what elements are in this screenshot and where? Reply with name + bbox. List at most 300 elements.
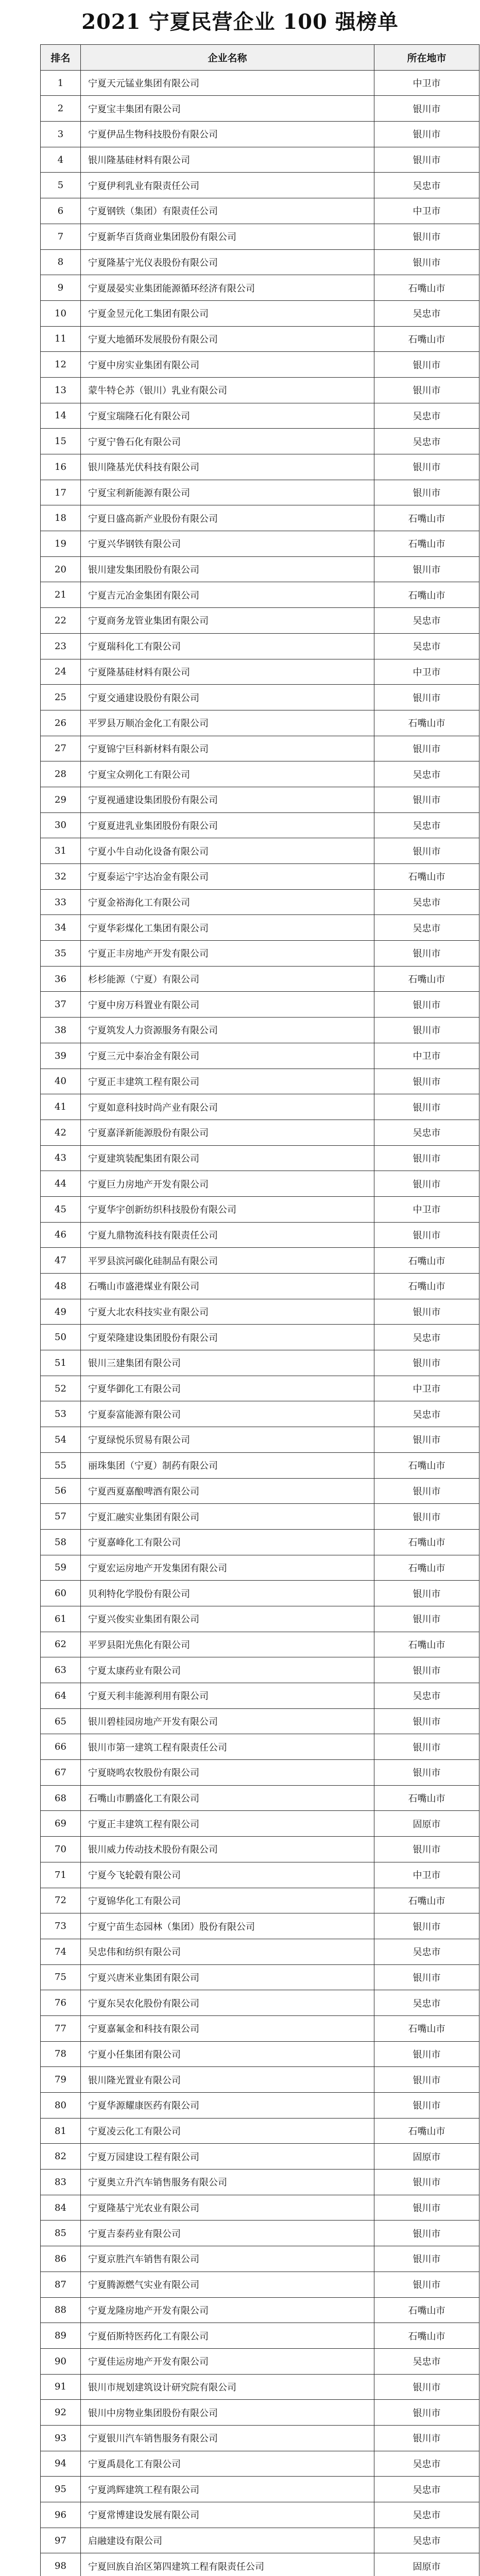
cell-rank: 68 <box>41 1785 81 1811</box>
table-row <box>41 2348 479 2374</box>
cell-rank: 65 <box>41 1708 81 1734</box>
cell-city: 石嘴山市 <box>374 2323 479 2349</box>
cell-company-name: 宁夏奥立升汽车销售服务有限公司 <box>81 2170 374 2195</box>
cell-rank: 48 <box>41 1274 81 1299</box>
table-row <box>41 1069 479 1094</box>
cell-company-name: 石嘴山市鹏盛化工有限公司 <box>81 1785 374 1811</box>
cell-city: 银川市 <box>374 1913 479 1939</box>
cell-rank: 91 <box>41 2374 81 2400</box>
cell-city: 石嘴山市 <box>374 1529 479 1555</box>
table-row <box>41 224 479 249</box>
cell-city: 石嘴山市 <box>374 531 479 557</box>
cell-company-name: 宁夏嘉峰化工有限公司 <box>81 1529 374 1555</box>
table-row <box>41 1913 479 1939</box>
cell-company-name: 宁夏巨力房地产开发有限公司 <box>81 1171 374 1197</box>
table-row <box>41 1760 479 1786</box>
cell-rank: 49 <box>41 1299 81 1325</box>
cell-company-name: 宁夏筑发人力资源服务有限公司 <box>81 1018 374 1043</box>
table-row <box>41 1785 479 1811</box>
cell-city: 银川市 <box>374 685 479 710</box>
table-row <box>41 70 479 96</box>
cell-company-name: 宁夏锦宁巨科新材料有限公司 <box>81 736 374 761</box>
cell-company-name: 杉杉能源（宁夏）有限公司 <box>81 966 374 992</box>
cell-city: 银川市 <box>374 2272 479 2297</box>
table-row <box>41 505 479 531</box>
cell-city: 银川市 <box>374 1708 479 1734</box>
table-row <box>41 966 479 992</box>
cell-city: 银川市 <box>374 838 479 864</box>
table-row <box>41 2093 479 2119</box>
cell-rank: 10 <box>41 300 81 326</box>
cell-rank: 37 <box>41 992 81 1018</box>
cell-city: 石嘴山市 <box>374 2297 479 2323</box>
table-row <box>41 2477 479 2502</box>
table-row <box>41 1657 479 1683</box>
cell-company-name: 宁夏建筑装配集团有限公司 <box>81 1145 374 1171</box>
table-row <box>41 787 479 812</box>
cell-rank: 85 <box>41 2221 81 2246</box>
table-row <box>41 198 479 224</box>
table-row <box>41 2195 479 2221</box>
cell-rank: 78 <box>41 2041 81 2067</box>
cell-rank: 51 <box>41 1350 81 1376</box>
cell-company-name: 宁夏龙隆房地产开发有限公司 <box>81 2297 374 2323</box>
cell-rank: 35 <box>41 941 81 967</box>
cell-rank: 96 <box>41 2502 81 2528</box>
cell-city: 吴忠市 <box>374 1325 479 1350</box>
cell-city: 银川市 <box>374 1094 479 1120</box>
table-row <box>41 1504 479 1530</box>
cell-company-name: 宁夏视通建设集团股份有限公司 <box>81 787 374 812</box>
cell-company-name: 宁夏晓鸣农牧股份有限公司 <box>81 1760 374 1786</box>
cell-company-name: 宁夏吉元冶金集团有限公司 <box>81 582 374 608</box>
cell-city: 固原市 <box>374 2553 479 2576</box>
cell-rank: 81 <box>41 2118 81 2144</box>
cell-city: 吴忠市 <box>374 1683 479 1709</box>
cell-rank: 47 <box>41 1248 81 1274</box>
cell-city: 银川市 <box>374 736 479 761</box>
table-row <box>41 377 479 403</box>
cell-city: 银川市 <box>374 2170 479 2195</box>
table-row <box>41 2400 479 2426</box>
table-row <box>41 2041 479 2067</box>
table-row <box>41 992 479 1018</box>
cell-rank: 83 <box>41 2170 81 2195</box>
table-row <box>41 1094 479 1120</box>
cell-company-name: 银川碧桂园房地产开发有限公司 <box>81 1708 374 1734</box>
cell-company-name: 宁夏三元中泰冶金有限公司 <box>81 1043 374 1069</box>
cell-city: 中卫市 <box>374 659 479 685</box>
header-company-name: 企业名称 <box>81 45 374 71</box>
cell-company-name: 宁夏夏进乳业集团股份有限公司 <box>81 812 374 838</box>
cell-rank: 24 <box>41 659 81 685</box>
cell-rank: 32 <box>41 864 81 890</box>
cell-rank: 70 <box>41 1837 81 1862</box>
cell-rank: 3 <box>41 122 81 147</box>
cell-company-name: 宁夏日盛高新产业股份有限公司 <box>81 505 374 531</box>
cell-rank: 33 <box>41 889 81 915</box>
table-row <box>41 275 479 301</box>
table-row <box>41 2067 479 2093</box>
cell-rank: 69 <box>41 1811 81 1837</box>
cell-city: 银川市 <box>374 2221 479 2246</box>
cell-city: 石嘴山市 <box>374 1274 479 1299</box>
cell-rank: 94 <box>41 2451 81 2477</box>
cell-city: 银川市 <box>374 1657 479 1683</box>
cell-city: 石嘴山市 <box>374 1785 479 1811</box>
table-row <box>41 761 479 787</box>
cell-company-name: 启融建设有限公司 <box>81 2528 374 2553</box>
cell-city: 银川市 <box>374 1478 479 1504</box>
cell-city: 银川市 <box>374 147 479 173</box>
cell-company-name: 宁夏锦华化工有限公司 <box>81 1888 374 1913</box>
cell-city: 中卫市 <box>374 1376 479 1401</box>
cell-rank: 20 <box>41 556 81 582</box>
cell-company-name: 宁夏伊品生物科技股份有限公司 <box>81 122 374 147</box>
cell-city: 吴忠市 <box>374 1401 479 1427</box>
cell-city: 石嘴山市 <box>374 1555 479 1581</box>
table-row <box>41 2553 479 2576</box>
cell-rank: 54 <box>41 1427 81 1453</box>
cell-company-name: 贝利特化学股份有限公司 <box>81 1581 374 1606</box>
table-row <box>41 1248 479 1274</box>
cell-company-name: 宁夏嘉氟金和科技有限公司 <box>81 2015 374 2041</box>
table-row <box>41 403 479 429</box>
table-row <box>41 1452 479 1478</box>
cell-company-name: 宁夏宝瑞隆石化有限公司 <box>81 403 374 429</box>
table-row <box>41 2297 479 2323</box>
cell-company-name: 宁夏九鼎物流科技有限责任公司 <box>81 1222 374 1248</box>
cell-city: 石嘴山市 <box>374 1632 479 1657</box>
cell-rank: 29 <box>41 787 81 812</box>
cell-rank: 2 <box>41 96 81 122</box>
cell-city: 吴忠市 <box>374 429 479 454</box>
cell-company-name: 宁夏东吴农化股份有限公司 <box>81 1990 374 2016</box>
table-row <box>41 1325 479 1350</box>
cell-company-name: 银川建发集团股份有限公司 <box>81 556 374 582</box>
cell-rank: 44 <box>41 1171 81 1197</box>
table-row <box>41 608 479 634</box>
cell-city: 吴忠市 <box>374 812 479 838</box>
cell-city: 银川市 <box>374 480 479 505</box>
cell-company-name: 宁夏鸿辉建筑工程有限公司 <box>81 2477 374 2502</box>
cell-rank: 12 <box>41 352 81 378</box>
table-row <box>41 1376 479 1401</box>
cell-company-name: 宁夏瑞科化工有限公司 <box>81 633 374 659</box>
cell-rank: 82 <box>41 2144 81 2170</box>
table-row <box>41 1274 479 1299</box>
cell-city: 银川市 <box>374 1069 479 1094</box>
table-row <box>41 2502 479 2528</box>
table-row <box>41 812 479 838</box>
cell-rank: 84 <box>41 2195 81 2221</box>
table-row <box>41 122 479 147</box>
cell-company-name: 宁夏伊利乳业有限责任公司 <box>81 173 374 198</box>
table-row <box>41 710 479 736</box>
cell-company-name: 宁夏商务龙管业集团有限公司 <box>81 608 374 634</box>
cell-company-name: 宁夏荣隆建设集团股份有限公司 <box>81 1325 374 1350</box>
table-row <box>41 96 479 122</box>
cell-rank: 27 <box>41 736 81 761</box>
cell-company-name: 宁夏常博建设发展有限公司 <box>81 2502 374 2528</box>
cell-company-name: 宁夏金裕海化工有限公司 <box>81 889 374 915</box>
cell-company-name: 宁夏宝丰集团有限公司 <box>81 96 374 122</box>
cell-city: 银川市 <box>374 556 479 582</box>
table-row <box>41 1120 479 1145</box>
cell-city: 吴忠市 <box>374 2528 479 2553</box>
cell-company-name: 宁夏华彩煤化工集团有限公司 <box>81 915 374 941</box>
table-row <box>41 1145 479 1171</box>
cell-rank: 74 <box>41 1939 81 1964</box>
cell-rank: 25 <box>41 685 81 710</box>
cell-city: 吴忠市 <box>374 2502 479 2528</box>
cell-city: 石嘴山市 <box>374 2015 479 2041</box>
cell-city: 石嘴山市 <box>374 966 479 992</box>
cell-city: 中卫市 <box>374 198 479 224</box>
cell-rank: 8 <box>41 249 81 275</box>
table-row <box>41 531 479 557</box>
table-row <box>41 1862 479 1888</box>
cell-city: 吴忠市 <box>374 608 479 634</box>
cell-company-name: 宁夏宝利新能源有限公司 <box>81 480 374 505</box>
cell-company-name: 宁夏如意科技时尚产业有限公司 <box>81 1094 374 1120</box>
cell-rank: 57 <box>41 1504 81 1530</box>
cell-company-name: 宁夏小牛自动化设备有限公司 <box>81 838 374 864</box>
table-row <box>41 1990 479 2016</box>
cell-company-name: 宁夏太康药业有限公司 <box>81 1657 374 1683</box>
cell-city: 吴忠市 <box>374 173 479 198</box>
cell-city: 银川市 <box>374 122 479 147</box>
cell-city: 银川市 <box>374 2246 479 2272</box>
cell-company-name: 银川隆基硅材料有限公司 <box>81 147 374 173</box>
cell-city: 石嘴山市 <box>374 275 479 301</box>
cell-company-name: 宁夏佰斯特医药化工有限公司 <box>81 2323 374 2349</box>
cell-company-name: 宁夏凌云化工有限公司 <box>81 2118 374 2144</box>
cell-city: 银川市 <box>374 787 479 812</box>
table-body <box>41 70 479 2576</box>
cell-city: 银川市 <box>374 2093 479 2119</box>
cell-rank: 53 <box>41 1401 81 1427</box>
cell-city: 吴忠市 <box>374 2451 479 2477</box>
table-row <box>41 1837 479 1862</box>
cell-rank: 31 <box>41 838 81 864</box>
cell-city: 中卫市 <box>374 70 479 96</box>
cell-company-name: 银川三建集团有限公司 <box>81 1350 374 1376</box>
cell-rank: 60 <box>41 1581 81 1606</box>
table-row <box>41 1043 479 1069</box>
table-row <box>41 1734 479 1760</box>
table-row <box>41 864 479 890</box>
cell-rank: 73 <box>41 1913 81 1939</box>
cell-rank: 67 <box>41 1760 81 1786</box>
cell-rank: 50 <box>41 1325 81 1350</box>
cell-company-name: 宁夏隆基硅材料有限公司 <box>81 659 374 685</box>
cell-rank: 14 <box>41 403 81 429</box>
cell-company-name: 宁夏汇融实业集团有限公司 <box>81 1504 374 1530</box>
cell-city: 银川市 <box>374 1145 479 1171</box>
table-row <box>41 633 479 659</box>
cell-company-name: 宁夏钢铁（集团）有限责任公司 <box>81 198 374 224</box>
cell-company-name: 宁夏绿悦乐贸易有限公司 <box>81 1427 374 1453</box>
cell-city: 吴忠市 <box>374 403 479 429</box>
cell-rank: 92 <box>41 2400 81 2426</box>
cell-city: 吴忠市 <box>374 300 479 326</box>
table-row <box>41 1939 479 1964</box>
cell-city: 银川市 <box>374 1427 479 1453</box>
cell-company-name: 宁夏禹晨化工有限公司 <box>81 2451 374 2477</box>
cell-rank: 43 <box>41 1145 81 1171</box>
cell-rank: 58 <box>41 1529 81 1555</box>
cell-rank: 15 <box>41 429 81 454</box>
cell-rank: 18 <box>41 505 81 531</box>
cell-city: 银川市 <box>374 1222 479 1248</box>
cell-city: 银川市 <box>374 1299 479 1325</box>
table-row <box>41 1196 479 1222</box>
cell-rank: 77 <box>41 2015 81 2041</box>
table-row <box>41 556 479 582</box>
cell-city: 银川市 <box>374 249 479 275</box>
cell-company-name: 宁夏隆基宁光仪表股份有限公司 <box>81 249 374 275</box>
cell-city: 银川市 <box>374 941 479 967</box>
cell-city: 银川市 <box>374 224 479 249</box>
cell-rank: 89 <box>41 2323 81 2349</box>
cell-rank: 93 <box>41 2425 81 2451</box>
cell-company-name: 宁夏宁苗生态园林（集团）股份有限公司 <box>81 1913 374 1939</box>
cell-city: 石嘴山市 <box>374 505 479 531</box>
cell-rank: 62 <box>41 1632 81 1657</box>
cell-city: 银川市 <box>374 1581 479 1606</box>
cell-rank: 45 <box>41 1196 81 1222</box>
cell-city: 吴忠市 <box>374 915 479 941</box>
cell-rank: 56 <box>41 1478 81 1504</box>
cell-rank: 5 <box>41 173 81 198</box>
cell-rank: 59 <box>41 1555 81 1581</box>
cell-company-name: 宁夏大北农科技实业有限公司 <box>81 1299 374 1325</box>
cell-company-name: 银川威力传动技术股份有限公司 <box>81 1837 374 1862</box>
cell-city: 吴忠市 <box>374 889 479 915</box>
table-row <box>41 249 479 275</box>
table-row <box>41 736 479 761</box>
cell-rank: 39 <box>41 1043 81 1069</box>
table-row <box>41 2451 479 2477</box>
cell-city: 银川市 <box>374 2374 479 2400</box>
cell-city: 吴忠市 <box>374 633 479 659</box>
table-row <box>41 2374 479 2400</box>
cell-rank: 17 <box>41 480 81 505</box>
cell-rank: 61 <box>41 1606 81 1632</box>
cell-city: 银川市 <box>374 2067 479 2093</box>
table-row <box>41 2425 479 2451</box>
table-row <box>41 1555 479 1581</box>
table-row <box>41 2118 479 2144</box>
table-row <box>41 1427 479 1453</box>
cell-rank: 26 <box>41 710 81 736</box>
cell-company-name: 银川隆基光伏科技有限公司 <box>81 454 374 480</box>
table-row <box>41 1708 479 1734</box>
cell-company-name: 宁夏华宇创新纺织科技股份有限公司 <box>81 1196 374 1222</box>
cell-company-name: 宁夏中房万科置业有限公司 <box>81 992 374 1018</box>
cell-company-name: 平罗县万顺冶金化工有限公司 <box>81 710 374 736</box>
cell-rank: 97 <box>41 2528 81 2553</box>
cell-rank: 86 <box>41 2246 81 2272</box>
cell-company-name: 宁夏宁鲁石化有限公司 <box>81 429 374 454</box>
cell-city: 石嘴山市 <box>374 2118 479 2144</box>
cell-company-name: 宁夏西夏嘉酿啤酒有限公司 <box>81 1478 374 1504</box>
table-row <box>41 2144 479 2170</box>
cell-rank: 52 <box>41 1376 81 1401</box>
cell-rank: 46 <box>41 1222 81 1248</box>
table-row <box>41 1811 479 1837</box>
cell-company-name: 宁夏回族自治区第四建筑工程有限责任公司 <box>81 2553 374 2576</box>
table-row <box>41 300 479 326</box>
cell-rank: 40 <box>41 1069 81 1094</box>
table-row <box>41 2015 479 2041</box>
cell-company-name: 吴忠伟和纺织有限公司 <box>81 1939 374 1964</box>
cell-company-name: 宁夏京胜汽车销售有限公司 <box>81 2246 374 2272</box>
cell-company-name: 宁夏华源耀康医药有限公司 <box>81 2093 374 2119</box>
header-rank: 排名 <box>41 45 81 71</box>
cell-city: 银川市 <box>374 1350 479 1376</box>
cell-rank: 4 <box>41 147 81 173</box>
cell-company-name: 石嘴山市盛港煤业有限公司 <box>81 1274 374 1299</box>
table-row <box>41 1350 479 1376</box>
cell-city: 吴忠市 <box>374 2477 479 2502</box>
table-row <box>41 1171 479 1197</box>
table-row <box>41 1222 479 1248</box>
cell-city: 吴忠市 <box>374 761 479 787</box>
table-row <box>41 1683 479 1709</box>
table-row <box>41 2272 479 2297</box>
cell-rank: 38 <box>41 1018 81 1043</box>
table-row <box>41 352 479 378</box>
cell-city: 银川市 <box>374 1837 479 1862</box>
cell-company-name: 宁夏晟晏实业集团能源循环经济有限公司 <box>81 275 374 301</box>
table-row <box>41 173 479 198</box>
cell-rank: 55 <box>41 1452 81 1478</box>
cell-rank: 23 <box>41 633 81 659</box>
table-row <box>41 454 479 480</box>
cell-city: 吴忠市 <box>374 2348 479 2374</box>
cell-company-name: 宁夏兴俊实业集团有限公司 <box>81 1606 374 1632</box>
cell-company-name: 宁夏万园建设工程有限公司 <box>81 2144 374 2170</box>
table-row <box>41 326 479 352</box>
cell-company-name: 丽珠集团（宁夏）制药有限公司 <box>81 1452 374 1478</box>
cell-company-name: 宁夏大地循环发展股份有限公司 <box>81 326 374 352</box>
table-row <box>41 1018 479 1043</box>
cell-city: 石嘴山市 <box>374 326 479 352</box>
table-row <box>41 1478 479 1504</box>
cell-company-name: 银川市规划建筑设计研究院有限公司 <box>81 2374 374 2400</box>
cell-city: 银川市 <box>374 1504 479 1530</box>
cell-city: 石嘴山市 <box>374 1888 479 1913</box>
cell-rank: 66 <box>41 1734 81 1760</box>
cell-rank: 76 <box>41 1990 81 2016</box>
cell-company-name: 银川中房物业集团股份有限公司 <box>81 2400 374 2426</box>
cell-rank: 80 <box>41 2093 81 2119</box>
cell-rank: 90 <box>41 2348 81 2374</box>
table-row <box>41 480 479 505</box>
cell-company-name: 宁夏小任集团有限公司 <box>81 2041 374 2067</box>
table-row <box>41 941 479 967</box>
table-row <box>41 659 479 685</box>
cell-city: 中卫市 <box>374 1196 479 1222</box>
cell-rank: 71 <box>41 1862 81 1888</box>
cell-rank: 88 <box>41 2297 81 2323</box>
cell-city: 石嘴山市 <box>374 1452 479 1478</box>
cell-city: 中卫市 <box>374 1043 479 1069</box>
cell-rank: 41 <box>41 1094 81 1120</box>
cell-rank: 87 <box>41 2272 81 2297</box>
